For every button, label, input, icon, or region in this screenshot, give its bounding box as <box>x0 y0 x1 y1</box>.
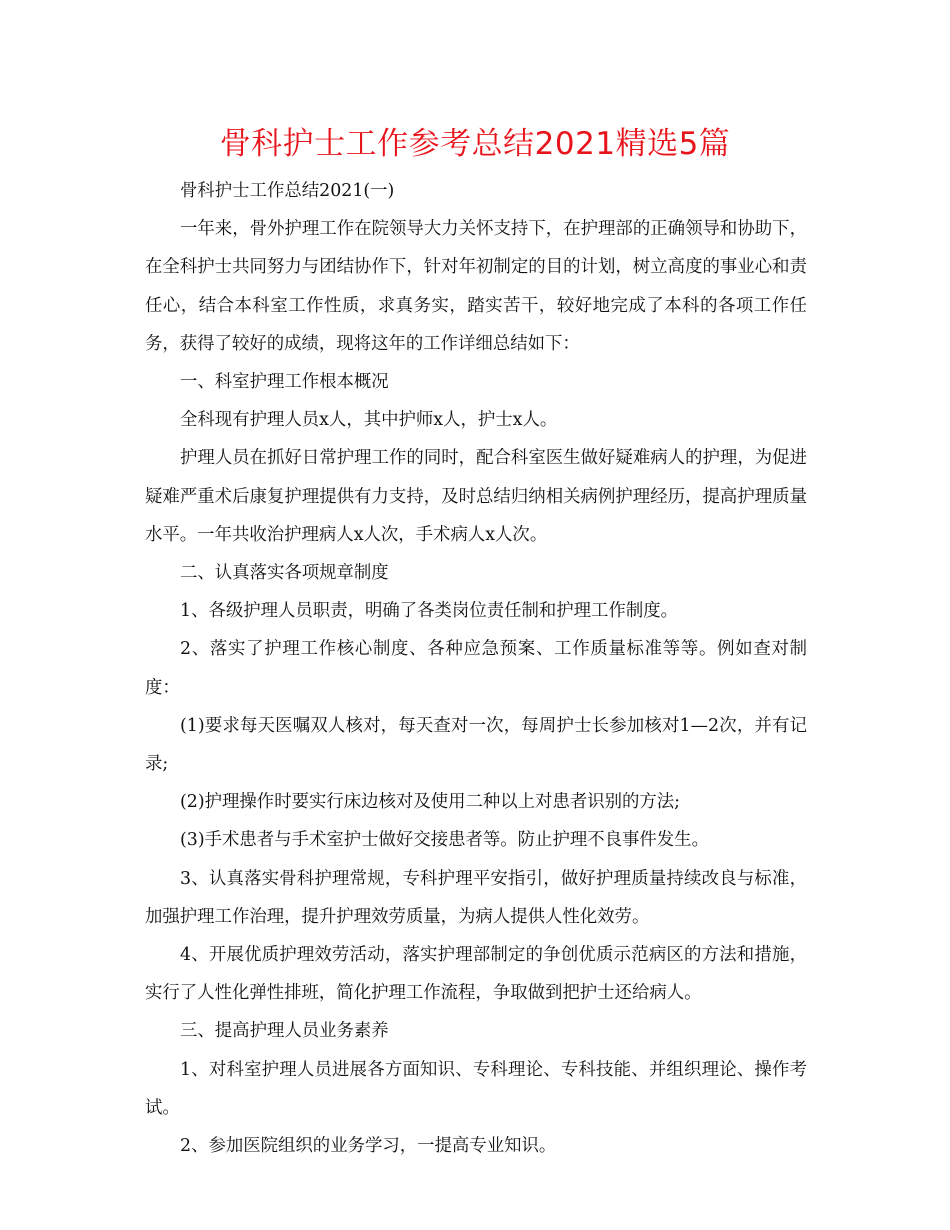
paragraph: 3、认真落实骨科护理常规，专科护理平安指引，做好护理质量持续改良与标准，加强护理工作治理，提升护理效劳质量，为病人提供人性化效劳。 <box>145 868 807 927</box>
document-body <box>145 172 807 1165</box>
document-title: 骨科护士工作参考总结2021精选5篇 <box>219 126 731 162</box>
section-heading: 一、科室护理工作根本概况 <box>180 372 389 393</box>
paragraph: (1)要求每天医嘱双人核对，每天查对一次，每周护士长参加核对1—2次，并有记录; <box>145 715 807 775</box>
paragraph: 2、参加医院组织的业务学习，一提高专业知识。 <box>180 1136 557 1157</box>
paragraph: 4、开展优质护理效劳活动，落实护理部制定的争创优质示范病区的方法和措施，实行了人性化弹性排班，简化护理工作流程，争取做到把护士还给病人。 <box>145 945 807 1004</box>
paragraph: 护理人员在抓好日常护理工作的同时，配合科室医生做好疑难病人的护理，为促进疑难严重术后康复护理提供有力支持，及时总结归纳相关病例护理经历，提高护理质量水平。一年共收治护理病人x人次，手术病人x人次。 <box>145 448 807 545</box>
paragraph: 1、对科室护理人员进展各方面知识、专科理论、专科技能、并组织理论、操作考试。 <box>145 1059 807 1118</box>
paragraph: 2、落实了护理工作核心制度、各种应急预案、工作质量标准等等。例如查对制度： <box>145 639 807 698</box>
paragraph-subtitle: 骨科护士工作总结2021(一) <box>180 181 395 201</box>
paragraph: 1、各级护理人员职责，明确了各类岗位责任制和护理工作制度。 <box>180 601 679 622</box>
paragraph: 一年来，骨外护理工作在院领导大力关怀支持下，在护理部的正确领导和协助下，在全科护士共同努力与团结协作下，针对年初制定的目的计划，树立高度的事业心和责任心，结合本科室工作性质，求真务实，踏实苦干，较好地完成了本科的各项工作任务，获得了较好的成绩，现将这年的工作详细总结如下： <box>145 219 807 354</box>
paragraph: 全科现有护理人员x人，其中护师x人，护士x人。 <box>180 410 558 431</box>
paragraph: (3)手术患者与手术室护士做好交接患者等。防止护理不良事件发生。 <box>180 830 709 851</box>
section-heading: 三、提高护理人员业务素养 <box>180 1021 389 1042</box>
section-heading: 二、认真落实各项规章制度 <box>180 563 389 584</box>
paragraph: (2)护理操作时要实行床边核对及使用二种以上对患者识别的方法; <box>180 792 681 813</box>
